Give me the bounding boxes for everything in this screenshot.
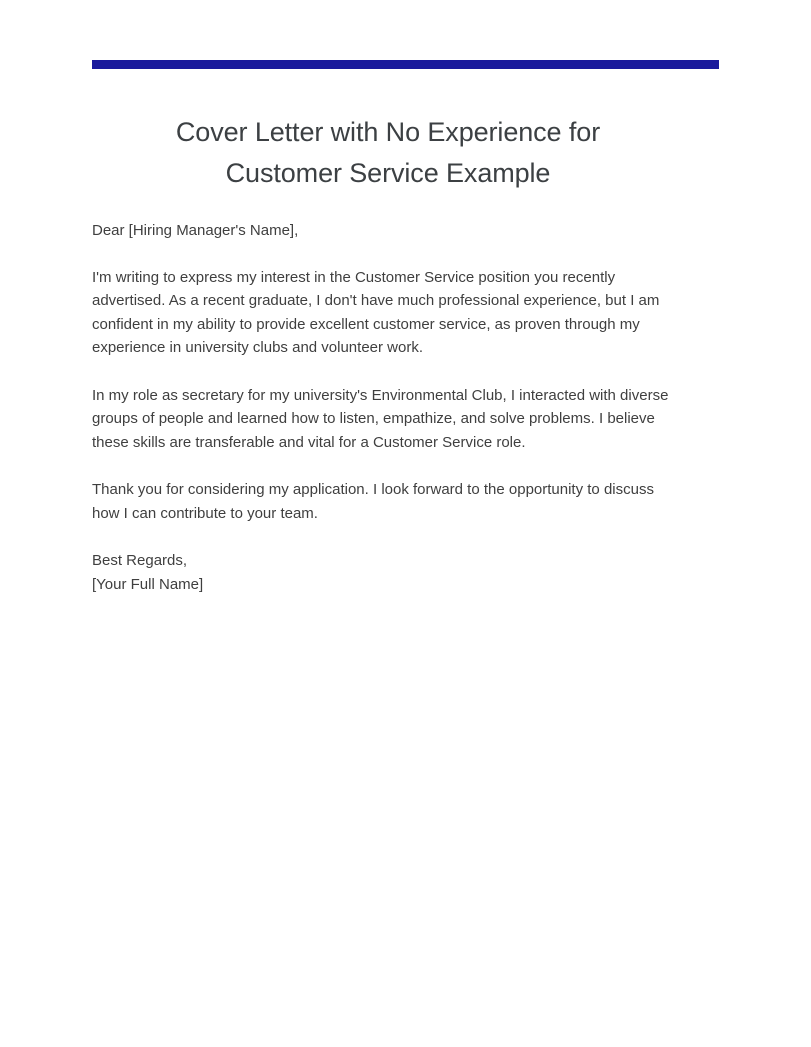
document-title-line-2: Customer Service Example <box>225 158 551 188</box>
letter-body <box>92 219 684 525</box>
document-title-line-1: Cover Letter with No Experience for <box>175 117 601 147</box>
letter-paragraph-3: Thank you for considering my application. I look forward to the opportunity to discuss how I can contribute to your team. <box>92 481 654 522</box>
letter-closing: Best Regards, <box>92 552 188 569</box>
page-title <box>92 112 719 194</box>
letter-signature-block <box>92 549 684 596</box>
letter-signature-name: [Your Full Name] <box>92 575 204 593</box>
letter-paragraph-2: In my role as secretary for my university's Environmental Club, I interacted with diverse groups of people and learned how to listen, empathize, and solve problems. I believe these skills are transferable and vital for a Customer Service role. <box>92 386 669 451</box>
header-accent-bar <box>92 60 719 69</box>
letter-salutation: Dear [Hiring Manager's Name], <box>92 222 299 239</box>
letter-paragraph-1: I'm writing to express my interest in the Customer Service position you recently advertised. As a recent graduate, I don't have much professional experience, but I am confident in my ability to provide excellent customer service, as proven through my experience in university clubs and volunteer work. <box>92 268 660 356</box>
document-content <box>92 0 719 596</box>
